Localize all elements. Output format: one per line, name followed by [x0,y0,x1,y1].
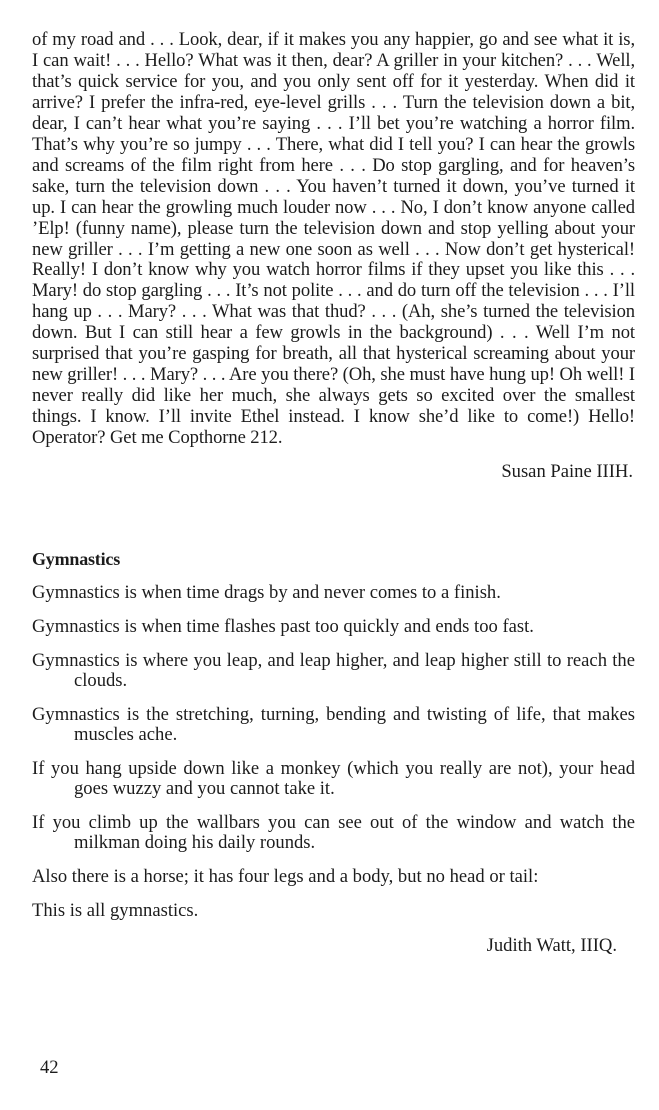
poem-author: Judith Watt, IIIQ. [486,935,617,957]
page-number: 42 [40,1057,59,1078]
poem-line: Gymnastics is where you leap, and leap higher, and leap higher still to reach the clouds. [32,650,635,692]
story-text: of my road and . . . Look, dear, if it makes you any happier, go and see what it is, I can wait! . . . Hello? What was it then, dear? A griller in your kitchen? . . . Well, that’s quick service for you, and you only sent off for it yesterday. When did it arrive? I prefer the infra-red, eye-level grills . . . Turn the television down a bit, dear, I can’t hear what you’re saying . . . I’ll bet you’re watching a horror film. That’s why you’re so jumpy . . . There, what did I tell you? I can hear the growls and screams of the film right from here . . . Do stop gargling, and for heaven’s sake, turn the television down . . . You haven’t turned it down, you’ve turned it up. I can hear the growling much louder now . . . No, I don’t know anyone called ’Elp! (funny name), please turn the television down and stop yelling about your new griller . . . I’m getting a new one soon as well . . . Now don’t get hysterical! Really! I don’t know why you watch horror films if they upset you like this . . . Mary! do stop gargling . . . It’s not polite . . . and do turn off the television . . . I’ll hang up . . . Mary? . . . What was that thud? . . . (Ah, she’s turned the television down. But I can still hear a few growls in the background) . . . Well I’m not surprised that you’re gasping for breath, all that hysterical screaming about your new griller! . . . Mary? . . . Are you there? (Oh, she must have hung up! Oh well! I never really did like her much, she always gets so excited over the smallest things. I know. I’ll invite Ethel instead. I know she’d like to come!) Hello! Operator? Get me Copthorne 212. [32,29,635,449]
page-content [32,30,635,957]
story-author: Susan Paine IIIH. [501,461,633,483]
poem-line: Gymnastics is when time drags by and never comes to a finish. [32,582,501,604]
poem-line: Also there is a horse; it has four legs and a body, but no head or tail: [32,866,539,888]
poem-line: If you climb up the wallbars you can see out of the window and watch the milkman doing his daily rounds. [32,812,635,854]
poem-body [32,583,635,921]
poem-line: Gymnastics is the stretching, turning, bending and twisting of life, that makes muscles ache. [32,704,635,746]
poem-title: Gymnastics [32,549,121,570]
poem-line: Gymnastics is when time flashes past too quickly and ends too fast. [32,616,534,638]
poem-line: This is all gymnastics. [32,900,199,922]
poem-line: If you hang upside down like a monkey (which you really are not), your head goes wuzzy and you cannot take it. [32,758,635,800]
